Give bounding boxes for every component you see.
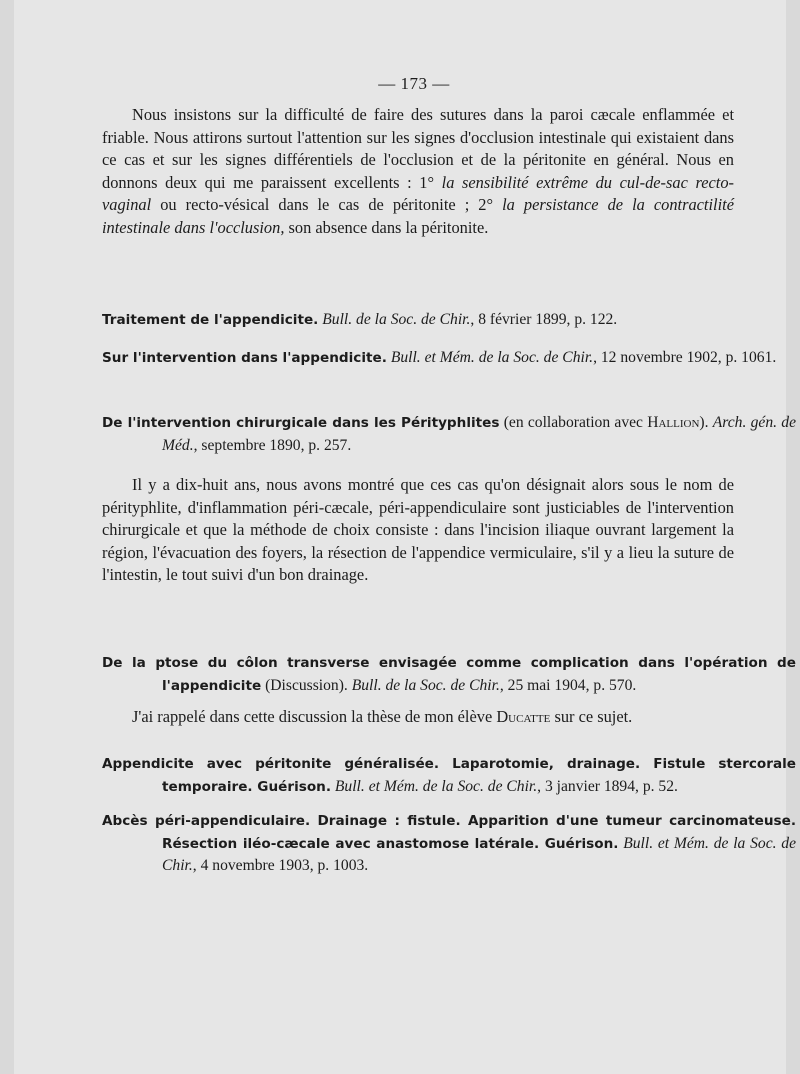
entry-source: Bull. de la Soc. de Chir. <box>351 676 500 694</box>
entry-tail: , 3 janvier 1894, p. 52. <box>537 777 678 795</box>
entry-title: De l'intervention chirurgicale dans les Pérityphlites <box>102 415 500 431</box>
entry-title: Sur l'intervention dans l'appendicite. <box>102 350 387 366</box>
entry-source: Bull. de la Soc. de Chir. <box>322 311 471 328</box>
bibliography-entry-3 <box>102 412 796 456</box>
bibliography-entry-6 <box>102 810 796 877</box>
intro-italic-b: la sensibilité extrême du cul-de-sac recto-vaginal <box>102 172 734 215</box>
bibliography-entry-1 <box>102 309 796 332</box>
entry-source: Bull. et Mém. de la Soc. de Chir. <box>162 834 796 875</box>
entry-title: Abcès péri-appendiculaire. Drainage : fistule. Apparition d'une tumeur carcinomateuse. Résection iléo-cæcale avec anastomose latérale. Guérison. <box>102 813 796 852</box>
intro-text-e: son absence dans la péritonite. <box>284 217 489 237</box>
entry-tail: , 12 novembre 1902, p. 1061. <box>593 349 777 366</box>
entry-source: Bull. et Mém. de la Soc. de Chir. <box>334 777 538 795</box>
entry-source: Arch. gén. de Méd. <box>162 414 796 454</box>
para3-text: J'ai rappelé dans cette discussion la thèse de mon élève <box>132 707 497 726</box>
entry-tail: , septembre 1890, p. 257. <box>193 436 352 454</box>
entry-after-author: ). <box>699 414 713 431</box>
entry-title: Appendicite avec péritonite généralisée. Laparotomie, drainage. Fistule stercorale temporaire. Guérison. <box>102 756 796 795</box>
entry-tail: , 4 novembre 1903, p. 1003. <box>192 857 369 875</box>
page-number: — 173 — <box>378 74 450 93</box>
intro-text-c: ou recto-vésical dans le cas de péritonite ; 2° <box>151 195 503 215</box>
bibliography-entry-4 <box>102 652 796 697</box>
periotyphlite-paragraph: Il y a dix-huit ans, nous avons montré que ces cas qu'on désignait alors sous le nom de pérityphlite, d'inflammation péri-cæcale, péri-appendiculaire sont justiciables de l'intervention chirurgicale et que la méthode de choix consiste : dans l'incision iliaque ouvrant largement la région, l'évacuation des foyers, la résection de l'appendice vermiculaire, s'il y a lieu la suture de l'intestin, le tout suivi d'un bon drainage. <box>102 475 734 585</box>
bibliography-entry-5 <box>102 753 796 798</box>
para3-name: Ducatte <box>496 707 551 726</box>
intro-text-a: Nous insistons sur la difficulté de faire des sutures dans la paroi cæcale enflammée et friable. Nous attirons surtout l'attention sur les signes d'occlusion intestinale qui existaient dans ce cas et sur les signes différentiels de l'occlusion et de la péritonite en général. Nous en donnons deux qui me paraissent excellents : 1° <box>102 105 734 192</box>
entry-middle: (en collaboration avec <box>499 414 648 431</box>
document-page <box>14 0 796 1074</box>
para3-tail: sur ce sujet. <box>550 707 633 726</box>
bibliography-entry-2 <box>102 347 796 370</box>
entry-title: Traitement de l'appendicite. <box>102 312 319 328</box>
entry-tail: , 25 mai 1904, p. 570. <box>499 676 637 694</box>
entry-author: Hallion <box>647 414 700 431</box>
entry-middle: (Discussion). <box>261 676 352 694</box>
entry-tail: , 8 février 1899, p. 122. <box>470 311 618 328</box>
ducatte-paragraph <box>102 706 734 729</box>
entry-source: Bull. et Mém. de la Soc. de Chir. <box>390 349 594 366</box>
intro-paragraph <box>102 104 734 240</box>
entry-title: De la ptose du côlon transverse envisagée comme complication dans l'opération de l'appendicite <box>102 655 796 694</box>
intro-italic-d: la persistance de la contractilité intestinale dans l'occlusion, <box>102 195 734 237</box>
